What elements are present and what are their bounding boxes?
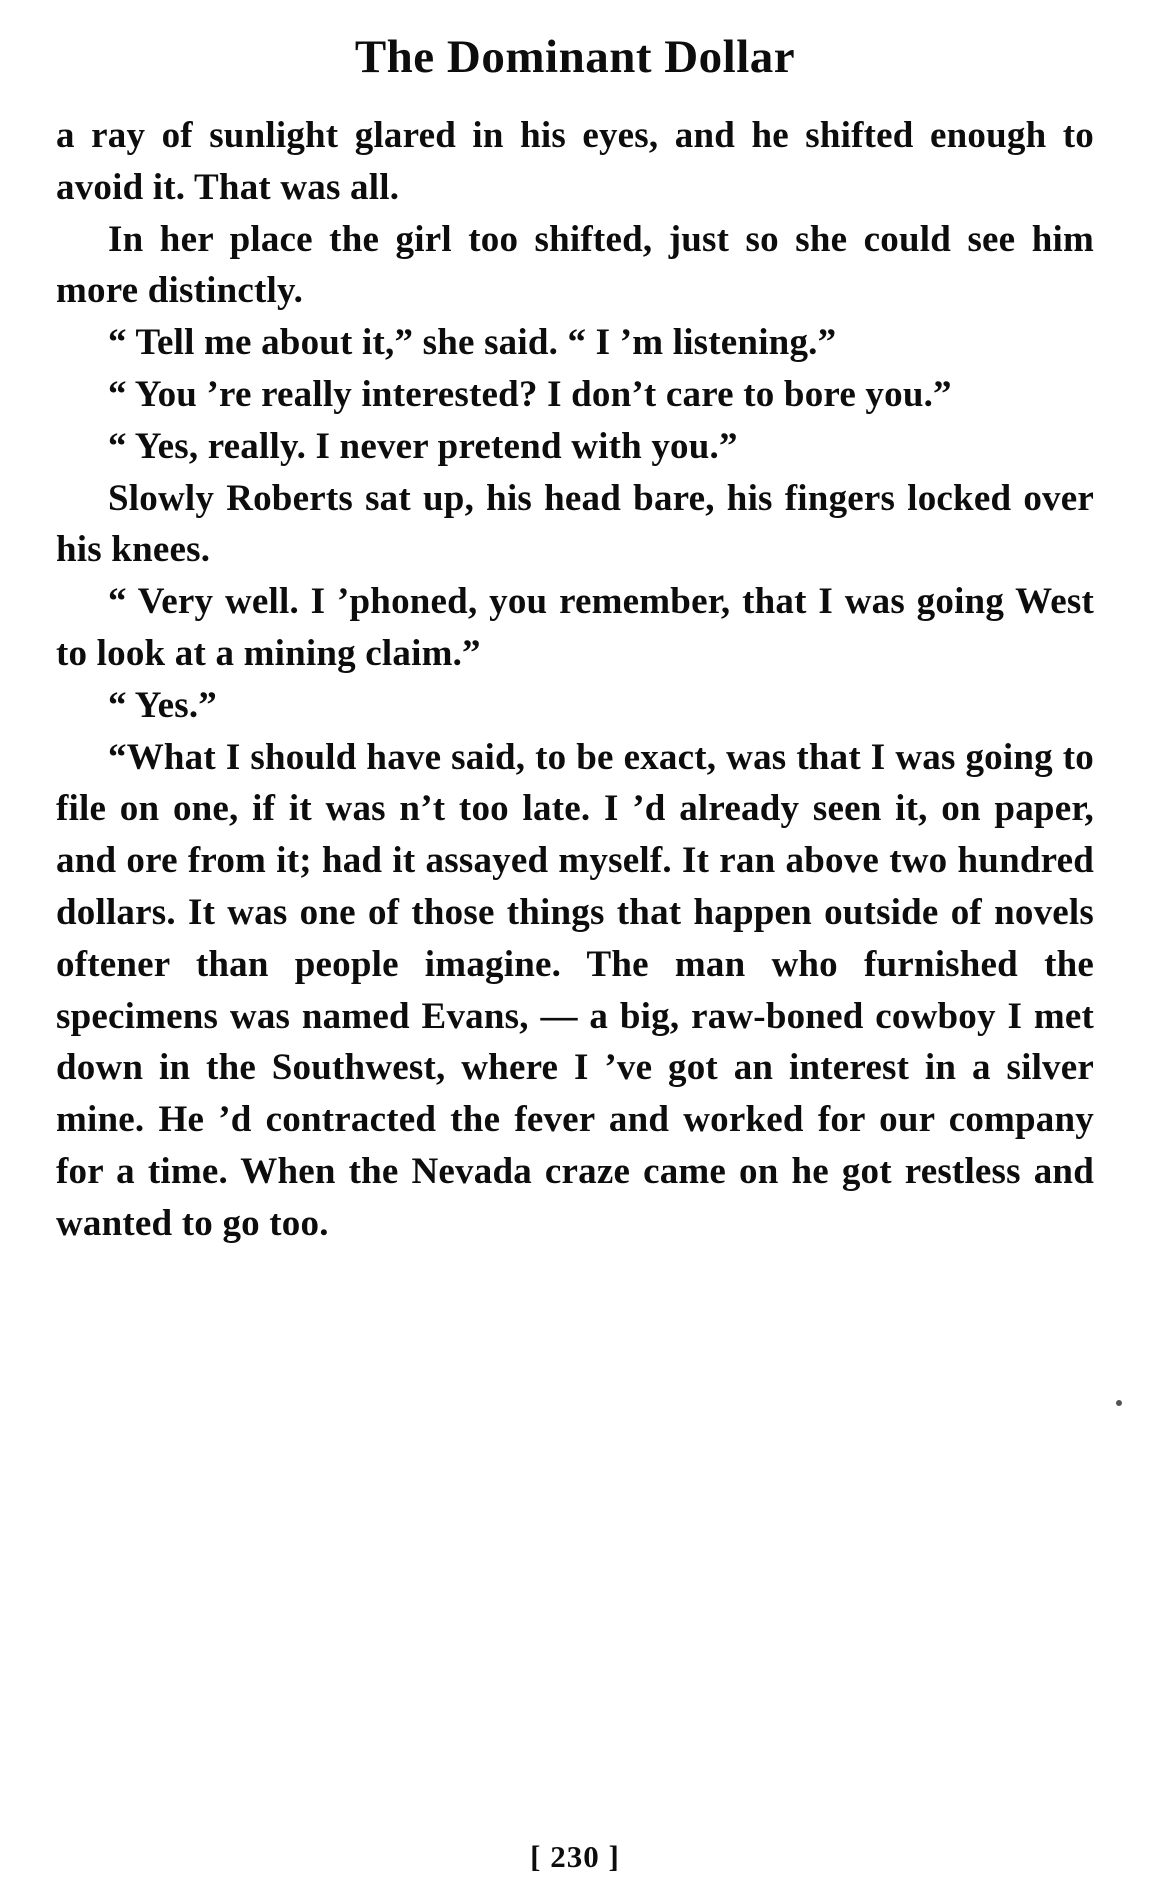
paragraph: a ray of sunlight glared in his eyes, and he shifted enough to avoid it. That was all. — [56, 115, 1094, 208]
page-body — [48, 110, 1102, 1250]
ink-speck-icon — [1116, 1400, 1122, 1406]
paragraph: “ You ’re really interested? I don’t care to bore you.” — [108, 373, 952, 415]
paragraph: “ Tell me about it,” she said. “ I ’m listening.” — [108, 322, 837, 364]
paragraph: “ Very well. I ’phoned, you remember, that I was going West to look at a mining claim.” — [56, 581, 1094, 674]
page-number: [ 230 ] — [530, 1839, 620, 1874]
paragraph: “ Yes.” — [108, 684, 217, 726]
page-title: The Dominant Dollar — [354, 31, 796, 83]
paragraph: “ Yes, really. I never pretend with you.” — [108, 425, 738, 467]
paragraph: Slowly Roberts sat up, his head bare, his fingers locked over his knees. — [56, 477, 1094, 571]
paragraph: “What I should have said, to be exact, was that I was going to file on one, if it was n’t too late. I ’d already seen it, on paper, and ore from it; had it assayed myself. It ran above two hundred dollars. It was one of those things that happen outside of novels oftener than people imagine. The man who furnished the specimens was named Evans, — a big, raw-boned cowboy I met down in the Southwest, where I ’ve got an interest in a silver mine. He ’d contracted the fever and worked for our company for a time. When the Nevada craze came on he got restless and wanted to go too. — [56, 736, 1094, 1244]
paragraph: In her place the girl too shifted, just so she could see him more distinctly. — [56, 218, 1094, 312]
